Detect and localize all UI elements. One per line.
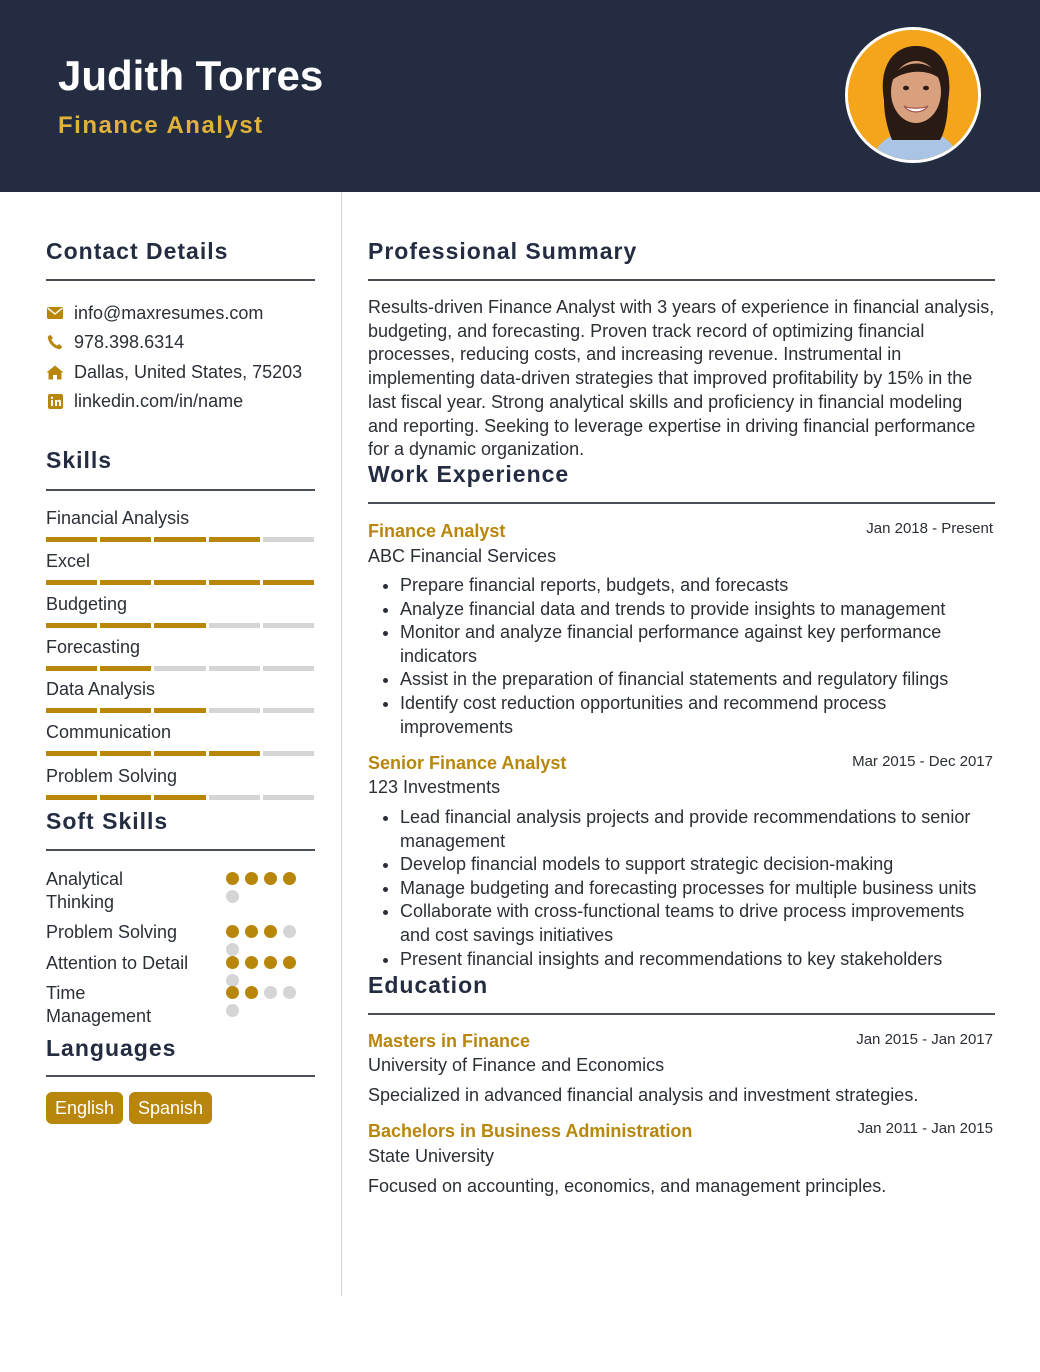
rating-dot [226, 925, 239, 938]
contact-phone[interactable] [46, 330, 184, 354]
rating-dot [226, 872, 239, 885]
experience-rule [368, 502, 995, 504]
contact-address-text: Dallas, United States, 75203 [74, 361, 303, 382]
skill-level-segment [154, 623, 205, 628]
contact-email[interactable] [46, 301, 263, 325]
skill-level-segment [263, 751, 314, 756]
job-company: ABC Financial Services [368, 546, 557, 566]
soft-skills-rule [46, 849, 315, 851]
degree-title: Bachelors in Business Administration [368, 1121, 693, 1141]
language-badge-english: English [46, 1092, 123, 1124]
summary-text: Results-driven Finance Analyst with 3 years of experience in financial analysis, budgeting, and forecasting. Proven track record of optimizing financial processes, reducing costs, and increasing revenue. Instrumental in implementing data-driven strategies that improved profitability by 15% in the last fiscal year. Strong analytical skills and proficiency in financial modeling and reporting. Seeking to leverage expertise in driving financial performance for a dynamic organization. [368, 297, 995, 460]
soft-skill-label: Attention to Detail [46, 953, 189, 973]
languages-rule [46, 1075, 315, 1077]
contact-rule [46, 279, 315, 281]
rating-dot [245, 986, 258, 999]
skill-level-segment [263, 795, 314, 800]
phone-icon [46, 333, 64, 351]
list-item: Develop financial models to support strategic decision-making [368, 853, 996, 877]
skill-level-segment [100, 751, 151, 756]
contact-address [46, 360, 302, 384]
skill-level-segment [46, 751, 97, 756]
language-badge-spanish: Spanish [129, 1092, 212, 1124]
candidate-name: Judith Torres [58, 52, 324, 99]
rating-dot [264, 986, 277, 999]
skill-label: Problem Solving [46, 766, 178, 786]
degree-description: Focused on accounting, economics, and management principles. [368, 1176, 887, 1196]
job-company: 123 Investments [368, 777, 501, 797]
skill-label: Excel [46, 551, 91, 571]
skill-level-segment [209, 751, 260, 756]
skill-level-segment [209, 795, 260, 800]
soft-skill-rating [226, 872, 302, 903]
rating-dot [245, 956, 258, 969]
rating-dot [226, 890, 239, 903]
skill-label: Budgeting [46, 594, 128, 614]
skill-level-segment [100, 580, 151, 585]
summary-rule [368, 279, 995, 281]
skill-level-segment [209, 708, 260, 713]
degree-title: Masters in Finance [368, 1031, 531, 1051]
skill-level-segment [263, 666, 314, 671]
education-rule [368, 1013, 995, 1015]
skill-level-segment [100, 537, 151, 542]
degree-date: Jan 2011 - Jan 2015 [857, 1120, 993, 1137]
skill-level-segment [154, 751, 205, 756]
soft-skill-label: Time Management [46, 983, 152, 1026]
list-item: Analyze financial data and trends to provide insights to management [368, 598, 996, 622]
home-icon [46, 363, 64, 381]
list-item: Present financial insights and recommendations to key stakeholders [368, 948, 996, 972]
skill-level-bar [46, 751, 314, 756]
rating-dot [283, 956, 296, 969]
skill-level-segment [209, 666, 260, 671]
skill-level-segment [100, 795, 151, 800]
degree-date: Jan 2015 - Jan 2017 [856, 1031, 993, 1048]
rating-dot [264, 872, 277, 885]
list-item: Identify cost reduction opportunities and recommend process improvements [368, 692, 996, 739]
candidate-role: Finance Analyst [58, 112, 264, 139]
soft-skill-rating [226, 956, 302, 987]
skills-title: Skills [46, 447, 113, 473]
skill-level-segment [154, 666, 205, 671]
rating-dot [226, 943, 239, 956]
summary-title: Professional Summary [368, 238, 638, 264]
experience-title: Work Experience [368, 461, 570, 487]
skill-level-segment [154, 580, 205, 585]
soft-skill-rating [226, 986, 302, 1017]
skill-level-segment [46, 666, 97, 671]
rating-dot [226, 1004, 239, 1017]
skill-level-segment [263, 708, 314, 713]
portrait-icon [848, 30, 981, 163]
contact-email-text: info@maxresumes.com [74, 302, 264, 323]
rating-dot [226, 956, 239, 969]
list-item: Lead financial analysis projects and provide recommendations to senior management [368, 806, 996, 853]
contact-phone-text: 978.398.6314 [74, 331, 185, 352]
skill-level-segment [263, 580, 314, 585]
linkedin-icon [46, 392, 64, 410]
contact-title: Contact Details [46, 238, 229, 264]
job-bullets [368, 806, 996, 971]
skill-level-bar [46, 623, 314, 628]
list-item: Manage budgeting and forecasting processes for multiple business units [368, 877, 996, 901]
list-item: Prepare financial reports, budgets, and forecasts [368, 574, 996, 598]
skill-level-segment [46, 708, 97, 713]
rating-dot [245, 872, 258, 885]
list-item: Monitor and analyze financial performance against key performance indicators [368, 621, 996, 668]
languages-title: Languages [46, 1035, 177, 1061]
skill-level-segment [46, 537, 97, 542]
skill-level-segment [100, 666, 151, 671]
list-item: Collaborate with cross-functional teams to drive process improvements and cost savings initiatives [368, 900, 996, 947]
envelope-icon [46, 304, 64, 322]
skill-level-segment [100, 623, 151, 628]
skill-level-segment [46, 795, 97, 800]
soft-skill-label: Analytical Thinking [46, 869, 124, 912]
job-bullets [368, 574, 996, 739]
rating-dot [283, 925, 296, 938]
skill-label: Financial Analysis [46, 508, 190, 528]
soft-skills-title: Soft Skills [46, 808, 169, 834]
education-title: Education [368, 972, 489, 998]
rating-dot [226, 986, 239, 999]
skill-label: Data Analysis [46, 679, 156, 699]
skill-label: Communication [46, 722, 172, 742]
skill-level-segment [263, 537, 314, 542]
column-divider [341, 192, 342, 1296]
list-item: Assist in the preparation of financial statements and regulatory filings [368, 668, 996, 692]
contact-linkedin-text: linkedin.com/in/name [74, 390, 244, 411]
rating-dot [264, 956, 277, 969]
skill-level-segment [263, 623, 314, 628]
rating-dot [264, 925, 277, 938]
skills-rule [46, 489, 315, 491]
skill-level-bar [46, 795, 314, 800]
rating-dot [245, 925, 258, 938]
contact-linkedin[interactable] [46, 389, 243, 413]
job-title: Senior Finance Analyst [368, 753, 567, 773]
skill-level-segment [100, 708, 151, 713]
job-title: Finance Analyst [368, 521, 506, 541]
skill-level-bar [46, 537, 314, 542]
skill-level-segment [154, 708, 205, 713]
skill-level-bar [46, 708, 314, 713]
skill-level-bar [46, 666, 314, 671]
school-name: University of Finance and Economics [368, 1055, 665, 1075]
school-name: State University [368, 1146, 495, 1166]
job-date: Jan 2018 - Present [866, 520, 993, 537]
skill-level-segment [46, 623, 97, 628]
degree-description: Specialized in advanced financial analysis and investment strategies. [368, 1085, 919, 1105]
skill-level-segment [209, 537, 260, 542]
skill-level-segment [154, 795, 205, 800]
rating-dot [283, 872, 296, 885]
profile-photo [845, 27, 981, 163]
skill-level-segment [154, 537, 205, 542]
skill-level-bar [46, 580, 314, 585]
skill-level-segment [209, 623, 260, 628]
rating-dot [283, 986, 296, 999]
skill-level-segment [46, 580, 97, 585]
header-banner [0, 0, 1040, 192]
soft-skill-label: Problem Solving [46, 922, 178, 942]
job-date: Mar 2015 - Dec 2017 [852, 753, 993, 770]
skill-level-segment [209, 580, 260, 585]
skill-label: Forecasting [46, 637, 141, 657]
soft-skill-rating [226, 925, 302, 956]
